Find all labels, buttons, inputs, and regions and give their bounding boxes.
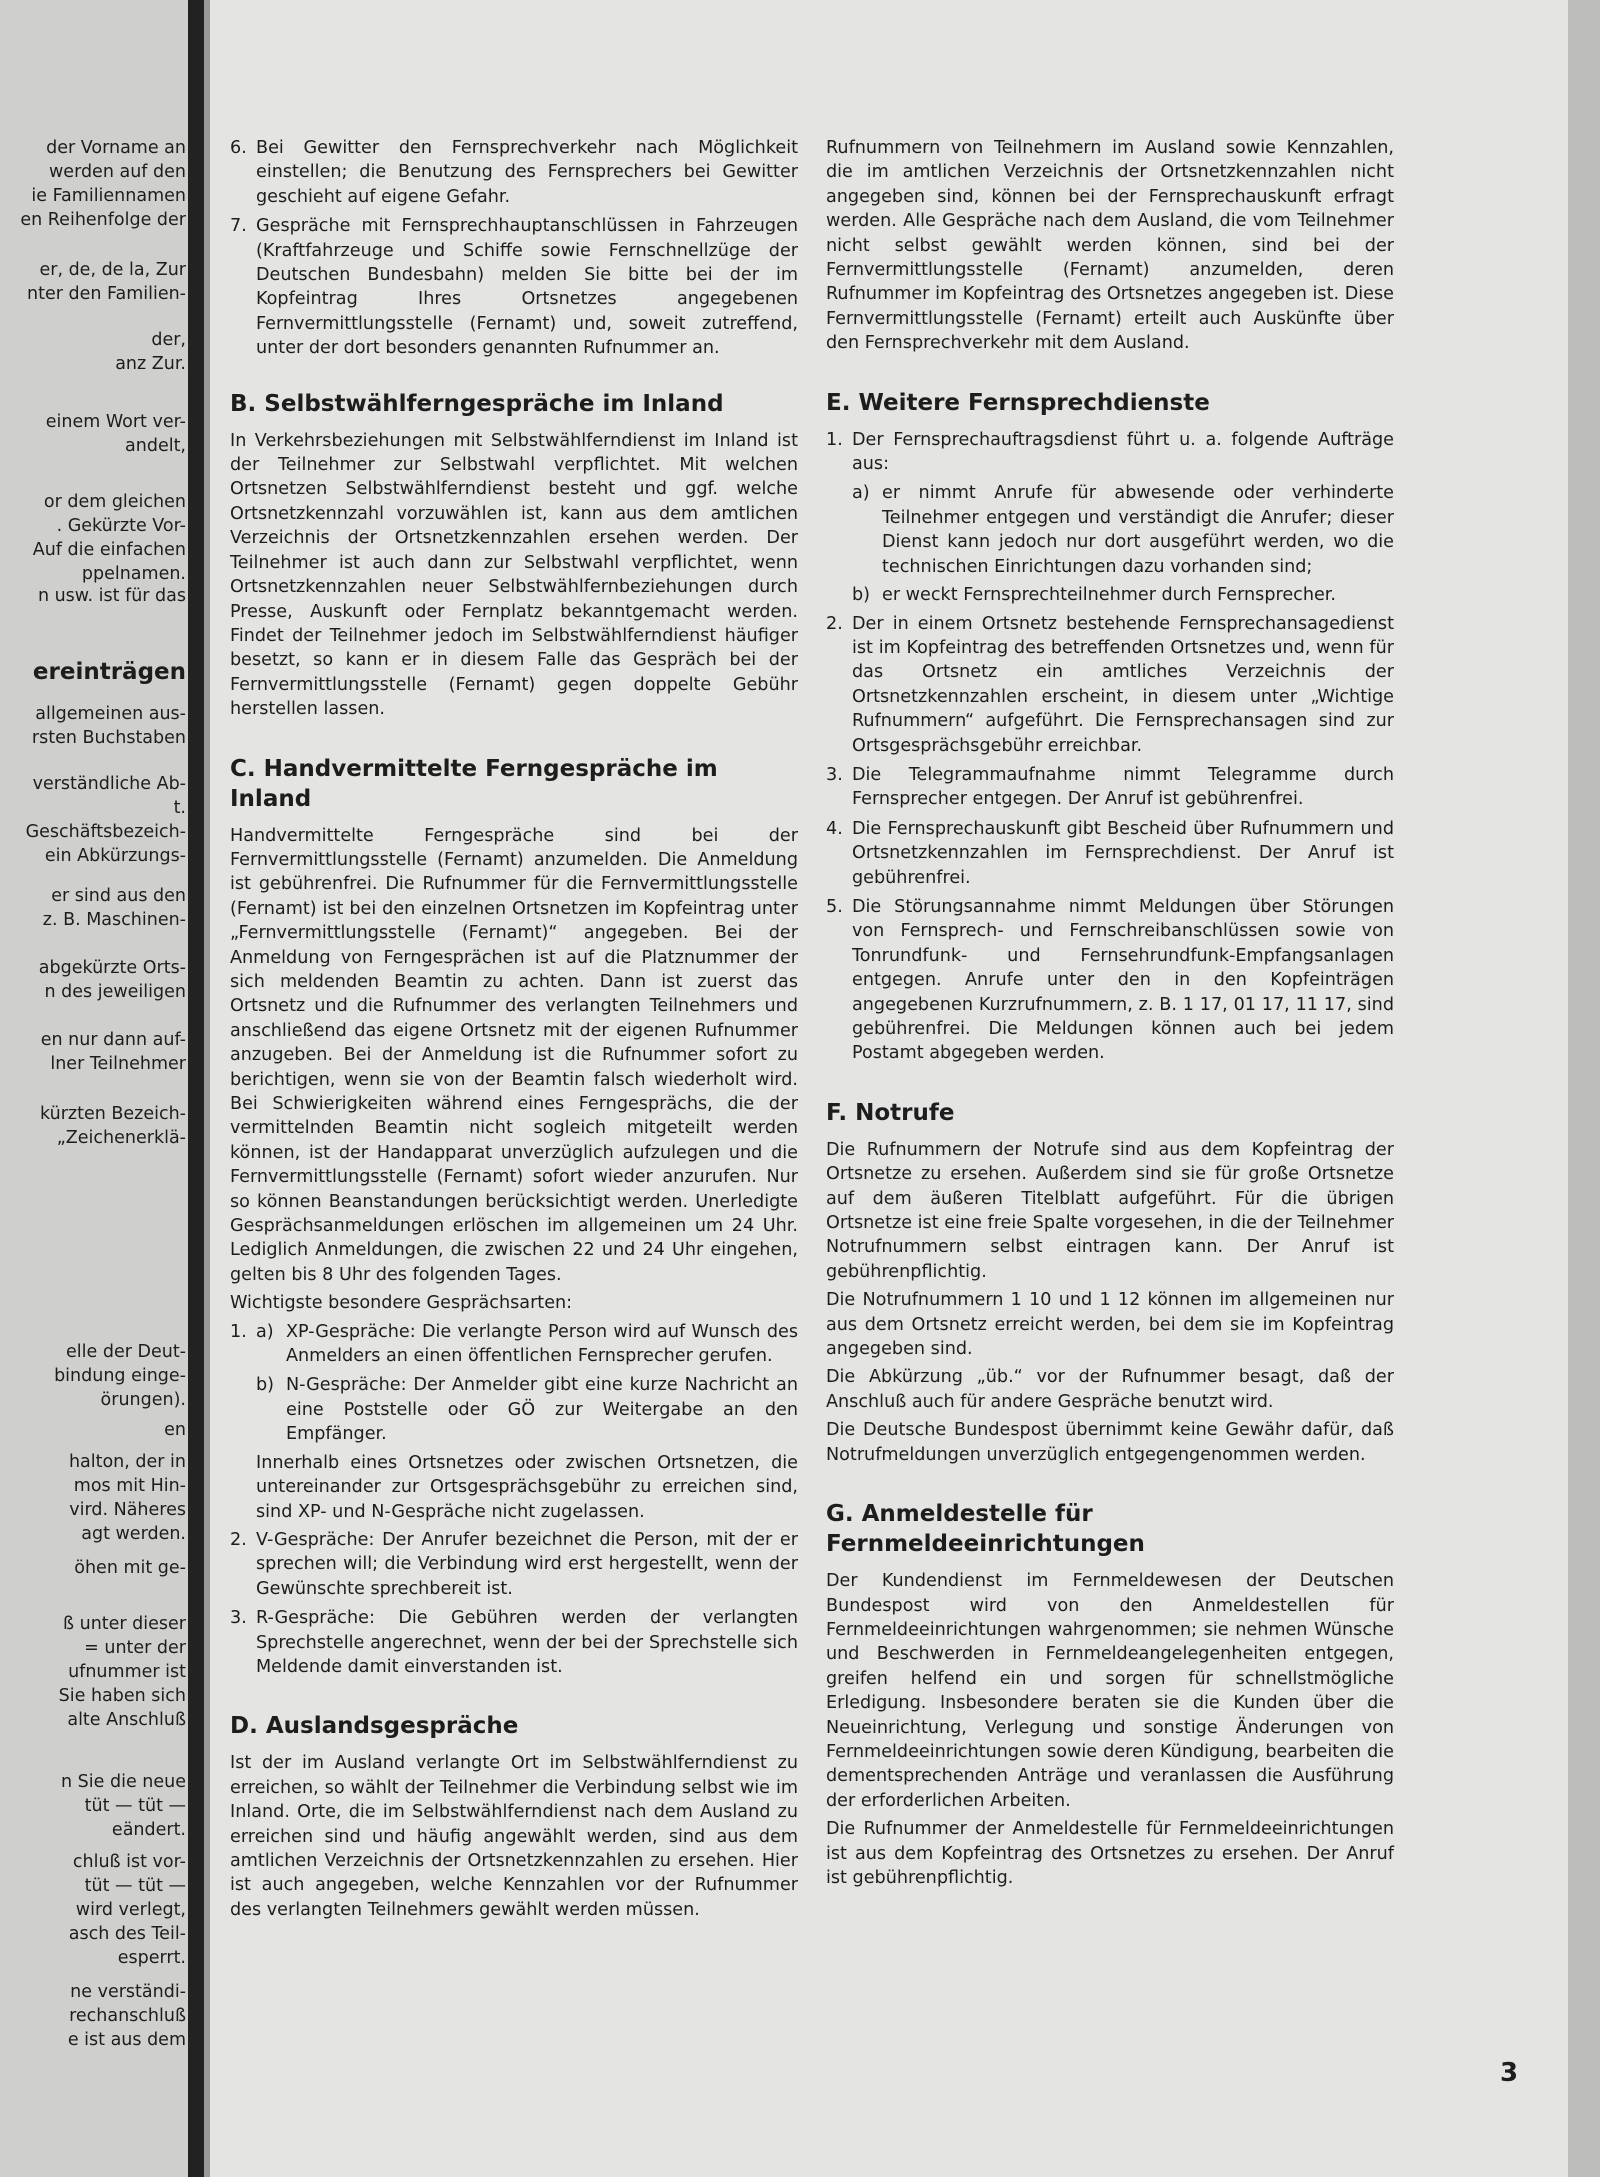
margin-text-fragment: = unter der — [84, 1638, 186, 1658]
list-note: Innerhalb eines Ortsnetzes oder zwischen Ortsnetzen, die untereinander zur Ortsgesprächsgebühr zu erreichen sind, sind XP- und N-Gespräche nicht zugelassen. — [256, 1452, 798, 1522]
item-number: 4. — [826, 818, 843, 839]
page-number: 3 — [1500, 2058, 1519, 2088]
margin-text-fragment: t. — [173, 798, 186, 818]
list-item — [230, 1320, 798, 1369]
margin-text-fragment: ppelnamen. — [81, 564, 186, 584]
margin-text-fragment: n usw. ist für das — [37, 586, 186, 606]
item-text: Die Telegrammaufnahme nimmt Telegramme durch Fernsprecher entgegen. Der Anruf ist gebührenfrei. — [852, 764, 1394, 810]
margin-text-fragment: tüt — tüt — — [84, 1876, 186, 1896]
previous-page-margin — [0, 0, 200, 2177]
margin-text-fragment: en nur dann auf- — [40, 1030, 186, 1050]
sub-item-text: N-Gespräche: Der Anmelder gibt eine kurze Nachricht an eine Poststelle oder GÖ zur Weitergabe an den Empfänger. — [286, 1375, 798, 1445]
section-c-list-title: Wichtigste besondere Gesprächsarten: — [230, 1293, 573, 1314]
section-f-text: Die Notrufnummern 1 10 und 1 12 können im allgemeinen nur aus dem Ortsnetz erreicht werden, bei dem sie im Kopfeintrag angegeben sind. — [826, 1290, 1394, 1360]
margin-text-fragment: örungen). — [100, 1390, 186, 1410]
item-text — [256, 1320, 798, 1369]
rule-item — [230, 136, 798, 209]
margin-text-fragment: andelt, — [125, 436, 186, 456]
section-heading-f: F. Notrufe — [826, 1099, 955, 1126]
item-text: Die Fernsprechauskunft gibt Bescheid über Rufnummern und Ortsnetzkennzahlen im Fernsprechdienst. Der Anruf ist gebührenfrei. — [852, 818, 1394, 888]
section-heading-g: G. Anmeldestelle für Fernmeldeeinrichtungen — [826, 1501, 1145, 1558]
margin-text-fragment: lner Teilnehmer — [50, 1054, 186, 1074]
list-item — [230, 1606, 798, 1679]
margin-text-fragment: rsten Buchstaben — [31, 728, 186, 748]
margin-text-fragment: allgemeinen aus- — [35, 704, 186, 724]
item-text: Der Fernsprechauftragsdienst führt u. a. folgende Aufträge aus: — [852, 429, 1394, 475]
margin-text-fragment: der, — [151, 330, 186, 350]
section-g-text: Die Rufnummer der Anmeldestelle für Fernmeldeeinrichtungen ist aus dem Kopfeintrag des Ortsnetzes zu ersehen. Der Anruf ist gebührenpflichtig. — [826, 1819, 1394, 1888]
margin-text-fragment: chluß ist vor- — [72, 1852, 186, 1872]
item-text: Gespräche mit Fernsprechhauptanschlüssen in Fahrzeugen (Kraftfahrzeuge und Schiffe sowie Fernschnellzüge der Deutschen Bundesbahn) melden Sie bitte bei der im Kopfeintrag Ihres Ortsnetzes angegebenen Fernvermittlungsstelle (Fernamt) und, soweit zutreffend, unter der dort besonders genannten Rufnummer an. — [256, 216, 798, 359]
sub-item-text: er nimmt Anrufe für abwesende oder verhinderte Teilnehmer entgegen und verständigt die Anrufer; dieser Dienst kann jedoch nur dort ausgeführt werden, wo die technischen Einrichtungen dazu vorhanden sind; — [882, 483, 1394, 577]
section-f-text: Die Rufnummern der Notrufe sind aus dem Kopfeintrag der Ortsnetze zu ersehen. Außerdem sind sie für große Ortsnetze auf dem äußeren Titelblatt aufgeführt. Für die übrigen Ortsnetze ist eine freie Spalte vorgesehen, in die der Teilnehmer Notrufnummern selbst eintragen kann. Der Anruf ist gebührenpflichtig. — [826, 1139, 1394, 1282]
section-d-text: Ist der im Ausland verlangte Ort im Selbstwählferndienst zu erreichen, so wählt der Teilnehmer die Verbindung selbst wie im Inland. Orte, die im Selbstwählferndienst nach dem Ausland zu erreichen sind und häufig angewählt werden, sind aus dem amtlichen Verzeichnis der Ortsnetzkennzahlen zu ersehen. Hier ist auch angegeben, welche Kennzahlen vor der Rufnummer des verlangten Teilnehmers gewählt werden müssen. — [230, 1753, 798, 1920]
margin-text-fragment: en — [164, 1420, 186, 1440]
margin-text-fragment: öhen mit ge- — [74, 1558, 186, 1578]
margin-text-fragment: halton, der in — [68, 1452, 186, 1472]
sub-item-letter: b) — [852, 585, 871, 606]
list-item — [826, 763, 1394, 812]
item-text: Bei Gewitter den Fernsprechverkehr nach Möglichkeit einstellen; die Benutzung des Fernsprechers bei Gewitter geschieht auf eigene Gefahr. — [256, 138, 798, 207]
margin-text-fragment: er sind aus den — [51, 886, 186, 906]
margin-text-fragment: Sie haben sich — [58, 1686, 186, 1706]
section-b-text: In Verkehrsbeziehungen mit Selbstwählferndienst im Inland ist der Teilnehmer zur Selbstwahl verpflichtet. Mit welchen Ortsnetzen Selbstwählferndienst besteht und ggf. welche Ortsnetzkennzahl vorzuwählen ist, kann aus dem amtlichen Verzeichnis der Ortsnetzkennzahlen ersehen werden. Der Teilnehmer ist auch dann zur Selbstwahl verpflichtet, wenn Ortsnetzkennzahlen neuer Selbstwählfernbeziehungen durch Presse, Auskunft oder Fernplatz bekanntgemacht werden. Findet der Teilnehmer jedoch im Selbstwählferndienst häufiger besetzt, so kann er in diesem Falle das Gespräch bei der Fernvermittlungsstelle (Fernamt) gegen doppelte Gebühr herstellen lassen. — [230, 430, 798, 720]
margin-text-fragment: Geschäftsbezeich- — [25, 822, 186, 842]
margin-text-fragment: n Sie die neue — [61, 1772, 186, 1792]
margin-text-fragment: eändert. — [111, 1820, 186, 1840]
margin-text-fragment: vird. Näheres — [69, 1500, 186, 1520]
margin-text-fragment: werden auf den — [48, 162, 186, 182]
margin-text-fragment: rechanschluß — [69, 2006, 186, 2026]
margin-text-fragment: z. B. Maschinen- — [42, 910, 186, 930]
margin-heading-fragment: ereinträgen — [32, 659, 186, 685]
sub-item-text: XP-Gespräche: Die verlangte Person wird auf Wunsch des Anmelders an einen öffentlichen Fernsprecher gerufen. — [286, 1321, 798, 1367]
margin-text-fragment: asch des Teil- — [68, 1924, 186, 1944]
page-edge — [1568, 0, 1600, 2177]
sub-item-letter: a) — [852, 483, 870, 504]
margin-text-fragment: esperrt. — [117, 1948, 186, 1968]
section-f-text: Die Deutsche Bundespost übernimmt keine Gewähr dafür, daß Notrufmeldungen unverzüglich entgegengenommen werden. — [826, 1420, 1394, 1465]
sub-list-item — [852, 583, 1394, 607]
book-spine — [188, 0, 204, 2177]
margin-text-fragment: bindung einge- — [54, 1366, 186, 1386]
margin-text-fragment: einem Wort ver- — [45, 412, 186, 432]
section-c-text: Handvermittelte Ferngespräche sind bei der Fernvermittlungsstelle (Fernamt) anzumelden. Die Anmeldung ist gebührenfrei. Die Rufnummer für die Fernvermittlungsstelle (Fernamt) ist bei den einzelnen Ortsnetzen im Kopfeintrag unter „Fernvermittlungsstelle (Fernamt)“ angegeben. Bei der Anmeldung von Ferngesprächen ist auf die Platznummer der sich meldenden Beamtin zu achten. Dann ist zuerst das Ortsnetz und die Rufnummer des verlangten Teilnehmers und anschließend das eigene Ortsnetz mit der eigenen Rufnummer anzugeben. Bei der Anmeldung ist die Rufnummer sofort zu berichtigen, wenn sie von der Beamtin falsch wiederholt wird. Bei Schwierigkeiten während eines Ferngesprächs, die der vermittelnden Beamtin nicht sogleich mitgeteilt werden können, ist der Handapparat unverzüglich aufzulegen und die Fernvermittlungsstelle (Fernamt) sofort wieder anzurufen. Nur so können Beanstandungen berücksichtigt werden. Unerledigte Gesprächsanmeldungen erlöschen im allgemeinen um 24 Uhr. Lediglich Anmeldungen, die zwischen 22 und 24 Uhr eingehen, gelten bis 8 Uhr des folgenden Tages. — [230, 825, 798, 1285]
item-number: 7. — [230, 216, 247, 237]
margin-text-fragment: „Zeichenerklä- — [56, 1128, 186, 1148]
margin-text-fragment: abgekürzte Orts- — [38, 958, 186, 978]
margin-text-fragment: anz Zur. — [115, 354, 186, 374]
margin-text-fragment: verständliche Ab- — [32, 774, 186, 794]
margin-text-fragment: ie Familiennamen — [31, 186, 186, 206]
margin-text-fragment: ß unter dieser — [63, 1614, 186, 1634]
section-heading-c: C. Handvermittelte Ferngespräche im Inland — [230, 755, 718, 812]
rule-item — [230, 214, 798, 360]
item-number: 2. — [230, 1529, 247, 1550]
item-number: 3. — [230, 1608, 247, 1629]
sub-list-item — [852, 481, 1394, 579]
item-number: 3. — [826, 764, 843, 785]
item-text: R-Gespräche: Die Gebühren werden der verlangten Sprechstelle angerechnet, wenn der bei der Sprechstelle sich Meldende damit einverstanden ist. — [256, 1608, 798, 1677]
list-item — [826, 817, 1394, 890]
margin-text-fragment: tüt — tüt — — [84, 1796, 186, 1816]
sub-item-letter: b) — [256, 1375, 275, 1396]
section-d-continued: Rufnummern von Teilnehmern im Ausland sowie Kennzahlen, die im amtlichen Verzeichnis der Ortsnetzkennzahlen nicht angegeben sind, können bei der Fernsprechauskunft erfragt werden. Alle Gespräche nach dem Ausland, die vom Teilnehmer nicht selbst gewählt werden können, sind bei der Fernvermittlungsstelle (Fernamt) anzumelden, deren Rufnummer im Kopfeintrag des Ortsnetzes angegeben ist. Diese Fernvermittlungsstelle (Fernamt) erteilt auch Auskünfte über den Fernsprechverkehr mit dem Ausland. — [826, 138, 1394, 354]
margin-text-fragment: alte Anschluß — [67, 1710, 186, 1730]
list-item — [826, 428, 1394, 477]
list-item — [230, 1528, 798, 1601]
sub-item-letter: a) — [256, 1321, 274, 1342]
margin-text-fragment: or dem gleichen — [43, 492, 186, 512]
section-g-text: Der Kundendienst im Fernmeldewesen der Deutschen Bundespost wird von den Anmeldestellen für Fernmeldeeinrichtungen wahrgenommen; sie nehmen Wünsche und Beschwerden in Fernmeldeangelegenheiten entgegen, greifen helfend ein und sorgen für schnellstmögliche Erledigung. Insbesondere beraten sie die Kunden über die Neueinrichtung, Verlegung und sonstige Änderungen von Fernmeldeeinrichtungen sowie deren Kündigung, bearbeiten die dementsprechenden Anträge und veranlassen die Ausführung der erforderlichen Arbeiten. — [826, 1571, 1394, 1811]
margin-text-fragment: . Gekürzte Vor- — [56, 516, 186, 536]
margin-text-fragment: er, de, de la, Zur — [39, 260, 186, 280]
section-heading-e: E. Weitere Fernsprechdienste — [826, 389, 1210, 416]
item-number: 5. — [826, 896, 843, 917]
margin-text-fragment: ne verständi- — [70, 1982, 186, 2002]
margin-text-fragment: en Reihenfolge der — [20, 210, 186, 230]
item-number: 1. — [230, 1321, 247, 1342]
sub-item-text: er weckt Fernsprechteilnehmer durch Fernsprecher. — [882, 585, 1337, 606]
section-heading-d: D. Auslandsgespräche — [230, 1713, 519, 1740]
list-item — [826, 612, 1394, 758]
margin-text-fragment: agt werden. — [81, 1524, 186, 1544]
column-left — [230, 136, 798, 1926]
margin-text-fragment: elle der Deut- — [66, 1342, 186, 1362]
item-number: 2. — [826, 613, 843, 634]
item-number: 6. — [230, 138, 247, 158]
sub-list-item — [256, 1373, 798, 1446]
margin-text-fragment: n des jeweiligen — [44, 982, 186, 1002]
margin-text-fragment: Auf die einfachen — [32, 540, 186, 560]
section-f-text: Die Abkürzung „üb.“ vor der Rufnummer besagt, daß der Anschluß auch für andere Gespräche benutzt wird. — [826, 1367, 1394, 1412]
item-text: V-Gespräche: Der Anrufer bezeichnet die Person, mit der er sprechen will; die Verbindung wird erst hergestellt, wenn der Gewünschte sprechbereit ist. — [256, 1529, 798, 1599]
list-item — [826, 895, 1394, 1066]
margin-text-fragment: wird verlegt, — [75, 1900, 186, 1920]
column-right — [826, 136, 1394, 1894]
item-number: 1. — [826, 429, 843, 450]
item-text: Der in einem Ortsnetz bestehende Fernsprechansagedienst ist im Kopfeintrag des betreffenden Ortsnetzes und, wenn für das Ortsnetz ein amtliches Verzeichnis der Ortsnetzkennzahlen erscheint, in diesem unter „Wichtige Rufnummern“ aufgeführt. Die Fernsprechansagen sind zur Ortsgesprächsgebühr erreichbar. — [852, 613, 1394, 756]
item-text: Die Störungsannahme nimmt Meldungen über Störungen von Fernsprech- und Fernschreibanschlüssen sowie von Tonrundfunk- und Fernsehrundfunk-Empfangsanlagen entgegen. Anrufe unter den in den Kopfeinträgen angegebenen Kurzrufnummern, z. B. 1 17, 01 17, 11 17, sind gebührenfrei. Die Meldungen können auch bei jedem Postamt abgegeben werden. — [852, 896, 1394, 1064]
margin-text-fragment: kürzten Bezeich- — [40, 1104, 186, 1124]
margin-text-fragment: ein Abkürzungs- — [44, 846, 186, 866]
margin-text-fragment: mos mit Hin- — [73, 1476, 186, 1496]
margin-text-fragment: e ist aus dem — [67, 2030, 186, 2050]
margin-text-fragment: der Vorname an — [46, 138, 186, 158]
margin-text-fragment: nter den Familien- — [27, 284, 186, 304]
section-heading-b: B. Selbstwählferngespräche im Inland — [230, 390, 724, 417]
margin-text-fragment: ufnummer ist — [68, 1662, 186, 1682]
